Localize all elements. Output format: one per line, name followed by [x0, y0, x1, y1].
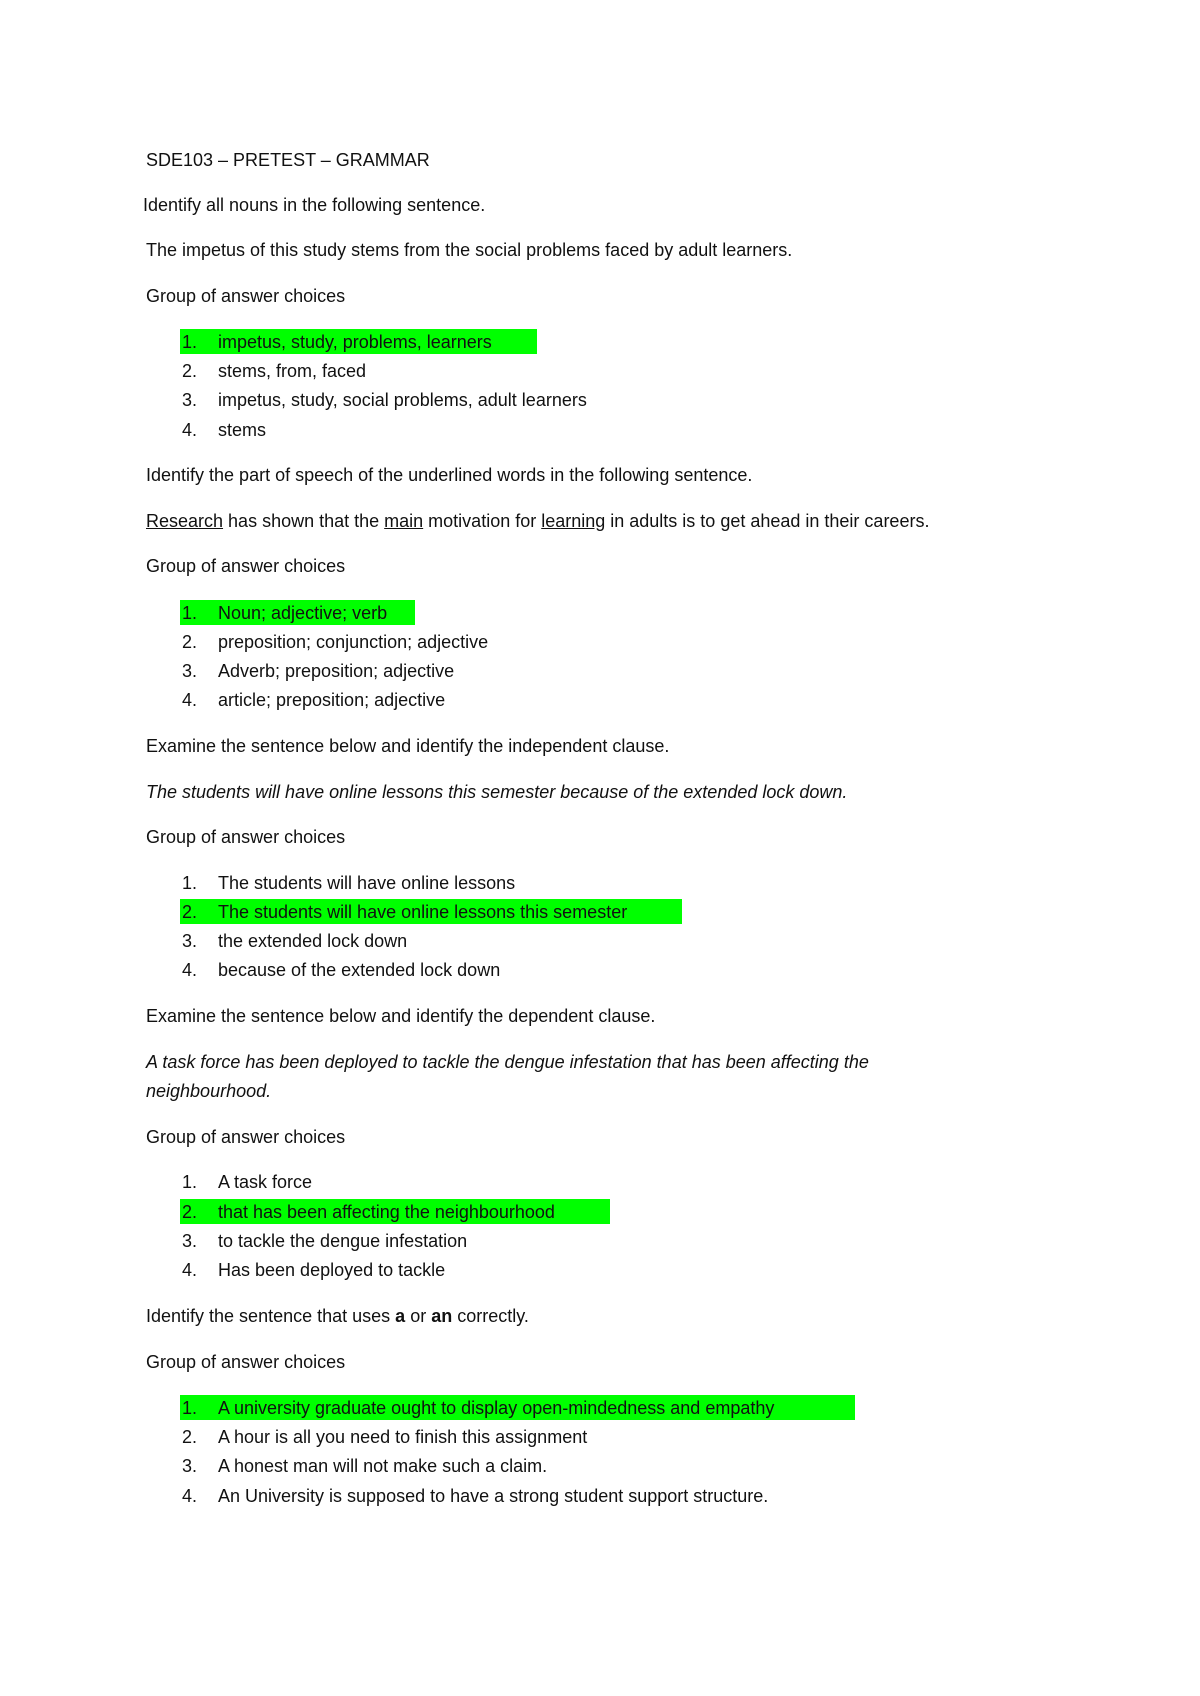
sentence-text: motivation for [423, 511, 542, 531]
choice-text: Has been deployed to tackle [218, 1260, 446, 1280]
choice-number: 3. [182, 1231, 198, 1251]
choice-text: Adverb; preposition; adjective [218, 661, 455, 681]
emphasized-word: a [395, 1306, 406, 1326]
choice-text: A hour is all you need to finish this assignment [218, 1427, 588, 1447]
q2-sentence [146, 509, 929, 533]
q5-group-label: Group of answer choices [146, 1352, 346, 1372]
prompt-text: or [405, 1306, 432, 1326]
choice-text: impetus, study, social problems, adult learners [218, 390, 587, 410]
choice-text: A university graduate ought to display open-mindedness and empathy [218, 1398, 775, 1418]
choice-number: 4. [182, 420, 198, 440]
choice-number: 3. [182, 1456, 198, 1476]
choice-text: to tackle the dengue infestation [218, 1231, 468, 1251]
choice-text: An University is supposed to have a strong student support structure. [218, 1486, 769, 1506]
q3-prompt: Examine the sentence below and identify the independent clause. [146, 736, 670, 756]
q5-prompt [146, 1304, 529, 1328]
choice-number: 3. [182, 390, 198, 410]
choice-number: 1. [182, 1398, 198, 1418]
underlined-word: main [384, 511, 424, 531]
choice-number: 1. [182, 1172, 198, 1192]
choice-number: 4. [182, 690, 198, 710]
choice-text: The students will have online lessons [218, 873, 516, 893]
q2-group-label: Group of answer choices [146, 556, 346, 576]
choice-number: 2. [182, 632, 198, 652]
q3-sentence: The students will have online lessons this semester because of the extended lock down. [146, 782, 848, 802]
choice-number: 4. [182, 1260, 198, 1280]
sentence-text: has shown that the [223, 511, 385, 531]
choice-text: impetus, study, problems, learners [218, 332, 492, 352]
choice-text: A honest man will not make such a claim. [218, 1456, 548, 1476]
choice-number: 3. [182, 661, 198, 681]
choice-number: 2. [182, 902, 198, 922]
q3-group-label: Group of answer choices [146, 827, 346, 847]
prompt-text: Identify the sentence that uses [146, 1306, 396, 1326]
choice-text: Noun; adjective; verb [218, 603, 388, 623]
choice-number: 1. [182, 603, 198, 623]
choice-number: 1. [182, 332, 198, 352]
choice-number: 4. [182, 960, 198, 980]
q4-sentence-line-2: neighbourhood. [146, 1081, 272, 1101]
choice-number: 1. [182, 873, 198, 893]
choice-text: The students will have online lessons this semester [218, 902, 628, 922]
prompt-text: correctly. [452, 1306, 529, 1326]
q2-prompt: Identify the part of speech of the underlined words in the following sentence. [146, 465, 753, 485]
choice-number: 2. [182, 1202, 198, 1222]
emphasized-word: an [431, 1306, 453, 1326]
q1-prompt: Identify all nouns in the following sentence. [143, 195, 486, 215]
q4-prompt: Examine the sentence below and identify the dependent clause. [146, 1006, 656, 1026]
choice-text: preposition; conjunction; adjective [218, 632, 489, 652]
q4-group-label: Group of answer choices [146, 1127, 346, 1147]
choice-text: the extended lock down [218, 931, 408, 951]
choice-text: stems, from, faced [218, 361, 367, 381]
document-title: SDE103 – PRETEST – GRAMMAR [146, 150, 430, 170]
choice-number: 2. [182, 1427, 198, 1447]
choice-text: article; preposition; adjective [218, 690, 446, 710]
sentence-text: in adults is to get ahead in their careers. [605, 511, 930, 531]
q4-sentence-line-1: A task force has been deployed to tackle the dengue infestation that has been affecting the [146, 1052, 869, 1072]
choice-text: that has been affecting the neighbourhood [218, 1202, 555, 1222]
choice-text: stems [218, 420, 267, 440]
choice-number: 4. [182, 1486, 198, 1506]
q1-sentence: The impetus of this study stems from the social problems faced by adult learners. [146, 240, 793, 260]
choice-number: 2. [182, 361, 198, 381]
underlined-word: learning [541, 511, 606, 531]
q1-group-label: Group of answer choices [146, 286, 346, 306]
choice-text: A task force [218, 1172, 313, 1192]
choice-text: because of the extended lock down [218, 960, 501, 980]
choice-number: 3. [182, 931, 198, 951]
underlined-word: Research [146, 511, 224, 531]
